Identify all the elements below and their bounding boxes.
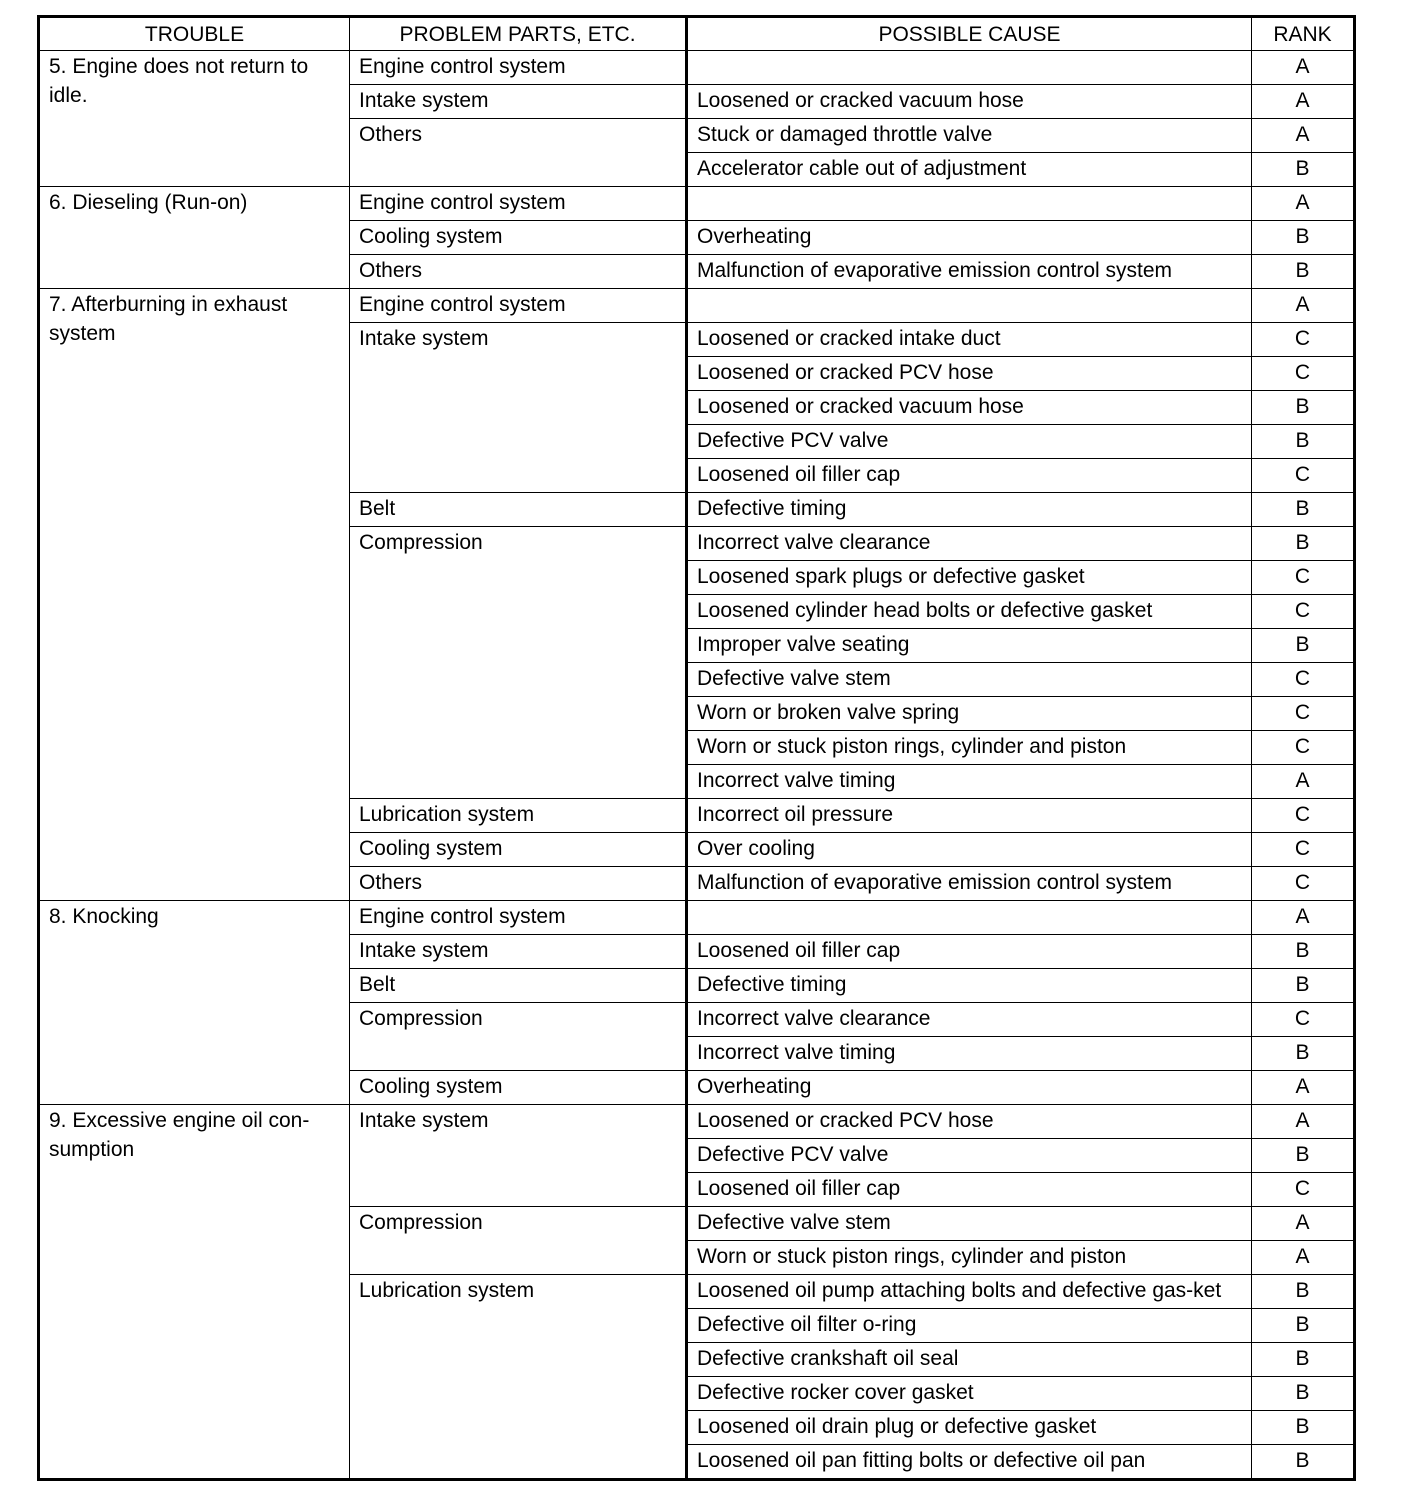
- rank-cell: C: [1252, 595, 1355, 629]
- rank-cell: C: [1252, 799, 1355, 833]
- header-cause: POSSIBLE CAUSE: [687, 17, 1252, 51]
- possible-cause-cell: Incorrect oil pressure: [687, 799, 1252, 833]
- problem-part-cell: Lubrication system: [350, 799, 687, 833]
- problem-part-cell: Lubrication system: [350, 1275, 687, 1480]
- possible-cause-cell: Defective valve stem: [687, 663, 1252, 697]
- rank-cell: B: [1252, 1445, 1355, 1480]
- rank-cell: A: [1252, 1241, 1355, 1275]
- problem-part-cell: Belt: [350, 493, 687, 527]
- trouble-cell: 7. Afterburning in exhaust system: [39, 289, 350, 901]
- problem-part-cell: Belt: [350, 969, 687, 1003]
- problem-part-cell: Engine control system: [350, 901, 687, 935]
- possible-cause-cell: Improper valve seating: [687, 629, 1252, 663]
- rank-cell: B: [1252, 1377, 1355, 1411]
- possible-cause-cell: Loosened or cracked vacuum hose: [687, 85, 1252, 119]
- rank-cell: C: [1252, 1173, 1355, 1207]
- rank-cell: B: [1252, 527, 1355, 561]
- possible-cause-cell: Incorrect valve timing: [687, 1037, 1252, 1071]
- possible-cause-cell: Defective rocker cover gasket: [687, 1377, 1252, 1411]
- possible-cause-cell: Loosened or cracked intake duct: [687, 323, 1252, 357]
- possible-cause-cell: Incorrect valve clearance: [687, 527, 1252, 561]
- possible-cause-cell: Defective valve stem: [687, 1207, 1252, 1241]
- possible-cause-cell: Defective oil filter o-ring: [687, 1309, 1252, 1343]
- rank-cell: A: [1252, 289, 1355, 323]
- problem-part-cell: Cooling system: [350, 1071, 687, 1105]
- possible-cause-cell: Loosened oil drain plug or defective gasket: [687, 1411, 1252, 1445]
- possible-cause-cell: Loosened cylinder head bolts or defective gasket: [687, 595, 1252, 629]
- rank-cell: C: [1252, 323, 1355, 357]
- possible-cause-cell: Defective PCV valve: [687, 1139, 1252, 1173]
- rank-cell: B: [1252, 629, 1355, 663]
- possible-cause-cell: Worn or broken valve spring: [687, 697, 1252, 731]
- table-row: [39, 289, 1355, 323]
- possible-cause-cell: Loosened oil pump attaching bolts and defective gas-ket: [687, 1275, 1252, 1309]
- possible-cause-cell: Defective timing: [687, 969, 1252, 1003]
- problem-part-cell: Intake system: [350, 323, 687, 493]
- rank-cell: A: [1252, 187, 1355, 221]
- rank-cell: A: [1252, 1207, 1355, 1241]
- possible-cause-cell: Stuck or damaged throttle valve: [687, 119, 1252, 153]
- problem-part-cell: Intake system: [350, 935, 687, 969]
- rank-cell: B: [1252, 391, 1355, 425]
- possible-cause-cell: Loosened oil filler cap: [687, 1173, 1252, 1207]
- trouble-cell: 8. Knocking: [39, 901, 350, 1105]
- problem-part-cell: Engine control system: [350, 187, 687, 221]
- header-row: [39, 17, 1355, 51]
- possible-cause-cell: [687, 51, 1252, 85]
- table-row: [39, 51, 1355, 85]
- rank-cell: C: [1252, 459, 1355, 493]
- problem-part-cell: Others: [350, 119, 687, 187]
- problem-part-cell: Intake system: [350, 1105, 687, 1207]
- problem-part-cell: Cooling system: [350, 833, 687, 867]
- possible-cause-cell: Overheating: [687, 221, 1252, 255]
- possible-cause-cell: Worn or stuck piston rings, cylinder and piston: [687, 731, 1252, 765]
- problem-part-cell: Compression: [350, 1207, 687, 1275]
- possible-cause-cell: Loosened oil filler cap: [687, 459, 1252, 493]
- rank-cell: C: [1252, 663, 1355, 697]
- table-row: [39, 1105, 1355, 1139]
- rank-cell: A: [1252, 1105, 1355, 1139]
- table-row: [39, 187, 1355, 221]
- rank-cell: B: [1252, 1309, 1355, 1343]
- rank-cell: A: [1252, 119, 1355, 153]
- problem-part-cell: Engine control system: [350, 289, 687, 323]
- rank-cell: B: [1252, 1411, 1355, 1445]
- possible-cause-cell: Worn or stuck piston rings, cylinder and piston: [687, 1241, 1252, 1275]
- problem-part-cell: Engine control system: [350, 51, 687, 85]
- possible-cause-cell: Loosened oil filler cap: [687, 935, 1252, 969]
- possible-cause-cell: Defective timing: [687, 493, 1252, 527]
- rank-cell: A: [1252, 51, 1355, 85]
- header-parts: PROBLEM PARTS, ETC.: [350, 17, 687, 51]
- rank-cell: B: [1252, 1275, 1355, 1309]
- possible-cause-cell: Incorrect valve clearance: [687, 1003, 1252, 1037]
- possible-cause-cell: [687, 187, 1252, 221]
- rank-cell: C: [1252, 867, 1355, 901]
- possible-cause-cell: Over cooling: [687, 833, 1252, 867]
- rank-cell: B: [1252, 153, 1355, 187]
- rank-cell: B: [1252, 1343, 1355, 1377]
- trouble-cell: 5. Engine does not return to idle.: [39, 51, 350, 187]
- rank-cell: A: [1252, 85, 1355, 119]
- possible-cause-cell: Loosened or cracked PCV hose: [687, 1105, 1252, 1139]
- header-rank: RANK: [1252, 17, 1355, 51]
- rank-cell: C: [1252, 1003, 1355, 1037]
- possible-cause-cell: Incorrect valve timing: [687, 765, 1252, 799]
- rank-cell: B: [1252, 425, 1355, 459]
- problem-part-cell: Compression: [350, 527, 687, 799]
- possible-cause-cell: Malfunction of evaporative emission control system: [687, 255, 1252, 289]
- possible-cause-cell: Accelerator cable out of adjustment: [687, 153, 1252, 187]
- rank-cell: C: [1252, 731, 1355, 765]
- trouble-cell: 6. Dieseling (Run-on): [39, 187, 350, 289]
- rank-cell: A: [1252, 765, 1355, 799]
- possible-cause-cell: Loosened oil pan fitting bolts or defective oil pan: [687, 1445, 1252, 1480]
- problem-part-cell: Cooling system: [350, 221, 687, 255]
- rank-cell: B: [1252, 255, 1355, 289]
- possible-cause-cell: Loosened spark plugs or defective gasket: [687, 561, 1252, 595]
- possible-cause-cell: Overheating: [687, 1071, 1252, 1105]
- rank-cell: A: [1252, 901, 1355, 935]
- rank-cell: B: [1252, 493, 1355, 527]
- possible-cause-cell: Malfunction of evaporative emission control system: [687, 867, 1252, 901]
- problem-part-cell: Others: [350, 867, 687, 901]
- rank-cell: C: [1252, 561, 1355, 595]
- possible-cause-cell: [687, 901, 1252, 935]
- possible-cause-cell: Loosened or cracked vacuum hose: [687, 391, 1252, 425]
- possible-cause-cell: Defective PCV valve: [687, 425, 1252, 459]
- table-row: [39, 901, 1355, 935]
- rank-cell: B: [1252, 221, 1355, 255]
- problem-part-cell: Others: [350, 255, 687, 289]
- rank-cell: C: [1252, 357, 1355, 391]
- header-trouble: TROUBLE: [39, 17, 350, 51]
- rank-cell: B: [1252, 1139, 1355, 1173]
- rank-cell: A: [1252, 1071, 1355, 1105]
- rank-cell: C: [1252, 833, 1355, 867]
- rank-cell: B: [1252, 969, 1355, 1003]
- rank-cell: B: [1252, 935, 1355, 969]
- problem-part-cell: Intake system: [350, 85, 687, 119]
- trouble-cell: 9. Excessive engine oil con-sumption: [39, 1105, 350, 1480]
- possible-cause-cell: Defective crankshaft oil seal: [687, 1343, 1252, 1377]
- problem-part-cell: Compression: [350, 1003, 687, 1071]
- trouble-table: [37, 15, 1356, 1481]
- rank-cell: B: [1252, 1037, 1355, 1071]
- table-body: [39, 51, 1355, 1480]
- possible-cause-cell: [687, 289, 1252, 323]
- possible-cause-cell: Loosened or cracked PCV hose: [687, 357, 1252, 391]
- rank-cell: C: [1252, 697, 1355, 731]
